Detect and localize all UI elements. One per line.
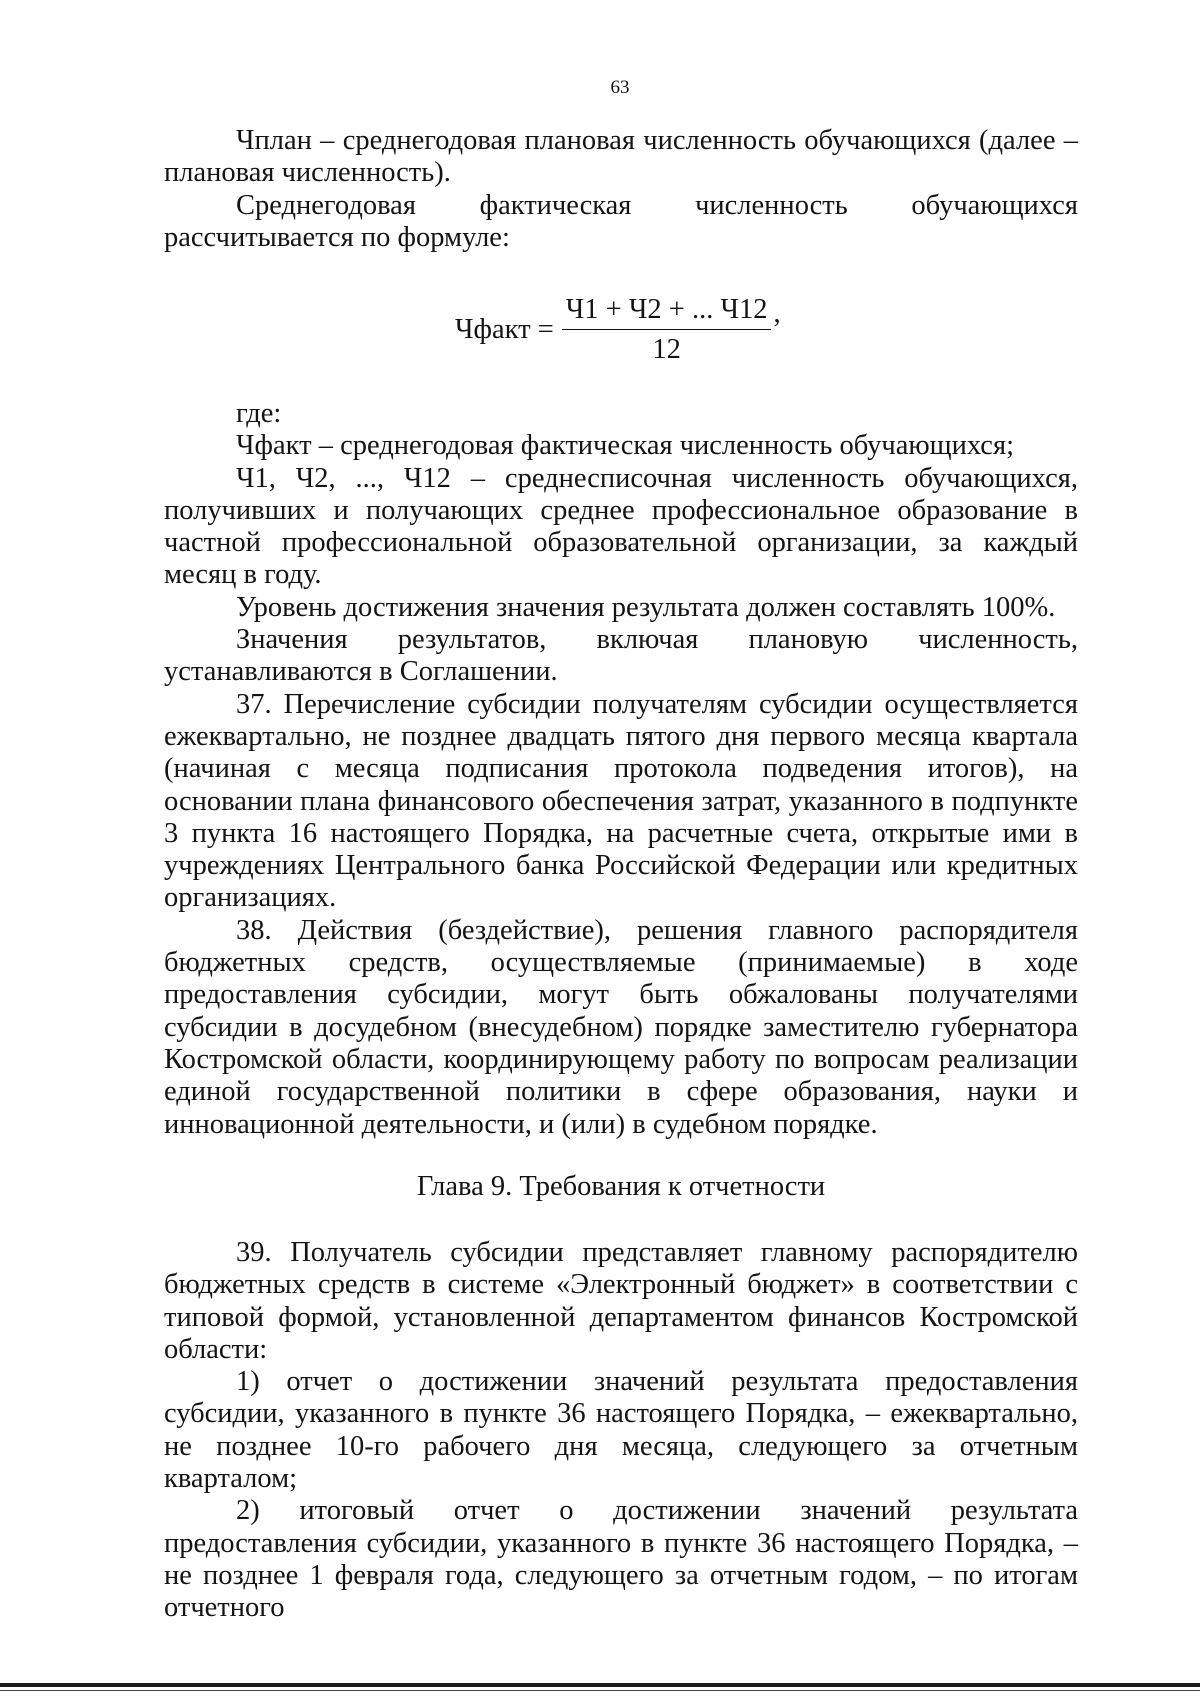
paragraph: Среднегодовая фактическая численность обучающихся рассчитывается по формуле: (164, 189, 1078, 253)
formula-comma: , (773, 298, 781, 329)
paragraph-item-39: 39. Получатель субсидии представляет главному распорядителю бюджетных средств в системе «Электронный бюджет» в соответствии с типовой формой, установленной департаментом финансов Костромской области: (164, 1237, 1078, 1365)
paragraph: Значения результатов, включая плановую численность, устанавливаются в Соглашении. (164, 624, 1078, 688)
text-block-bottom (164, 1237, 1078, 1625)
paragraph: Чплан – среднегодовая плановая численность обучающихся (далее – плановая численность). (164, 125, 1078, 189)
paragraph-subitem-2: 2) итоговый отчет о достижении значений результата предоставления субсидии, указанного в пункте 36 настоящего Порядка, – не позднее 1 февраля года, следующего за отчетным годом, – по итогам отчетного (164, 1495, 1078, 1624)
paragraph-item-37: 37. Перечисление субсидии получателям субсидии осуществляется ежеквартально, не позднее двадцать пятого дня первого месяца квартала (начиная с месяца подписания протокола подведения итогов), на основании плана финансового обеспечения затрат, указанного в подпункте 3 пункта 16 настоящего Порядка, на расчетные счета, открытые ими в учреждениях Центрального банка Российской Федерации или кредитных организациях. (164, 688, 1078, 914)
paragraph-item-38: 38. Действия (бездействие), решения главного распорядителя бюджетных средств, осуществляемые (принимаемые) в ходе предоставления субсидии, могут быть обжалованы получателями субсидии в досудебном (внесудебном) порядке заместителю губернатора Костромской области, координирующему работу по вопросам реализации единой государственной политики в сфере образования, науки и инновационной деятельности, и (или) в судебном порядке. (164, 914, 1078, 1140)
text-block-mid (164, 398, 1078, 1141)
formula-chfakt (455, 290, 781, 370)
text-block-top (164, 125, 1078, 254)
formula-fraction (562, 294, 772, 366)
paragraph-gde: где: (236, 398, 282, 429)
formula-denominator: 12 (652, 334, 681, 365)
formula-lhs: Чфакт = (455, 314, 554, 345)
formula-numerator: Ч1 + Ч2 + ... Ч12 (565, 294, 768, 325)
paragraph: Чфакт – среднегодовая фактическая численность обучающихся; (236, 430, 1014, 462)
page-number: 63 (610, 77, 630, 98)
bottom-scan-border-thin (0, 1690, 1200, 1691)
bottom-scan-border (0, 1683, 1200, 1687)
paragraph: Ч1, Ч2, ..., Ч12 – среднесписочная численность обучающихся, получивших и получающих среднее профессиональное образование в частной профессиональной образовательной организации, за каждый месяц в году. (164, 462, 1078, 591)
paragraph-subitem-1: 1) отчет о достижении значений результата предоставления субсидии, указанного в пункте 36 настоящего Порядка, – ежеквартально, не позднее 10-го рабочего дня месяца, следующего за отчетным кварталом; (164, 1366, 1078, 1495)
paragraph: Уровень достижения значения результата должен составлять 100%. (236, 591, 1056, 623)
chapter-title: Глава 9. Требования к отчетности (416, 1171, 826, 1202)
